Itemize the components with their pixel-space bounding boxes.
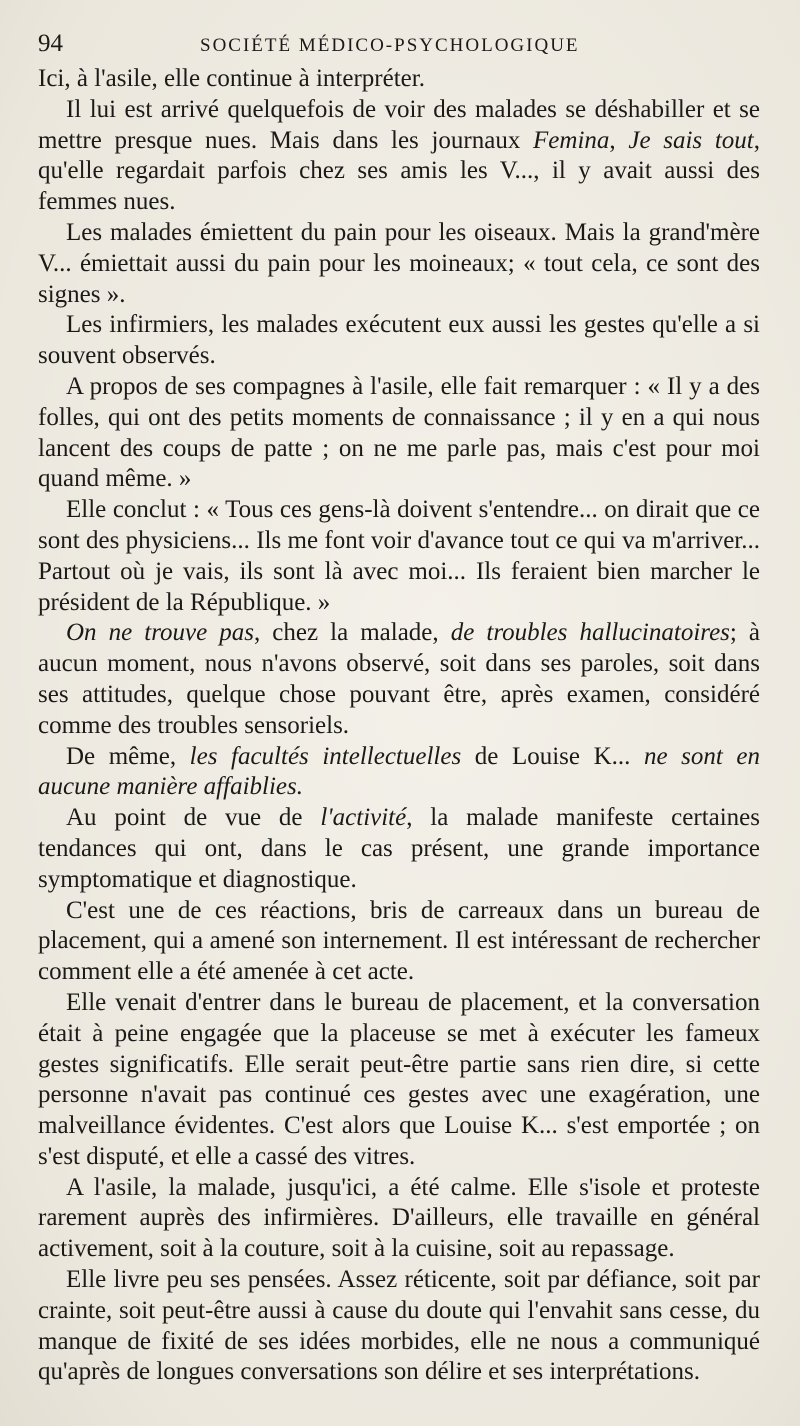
text-run: C'est une de ces réactions, bris de carreaux dans un bureau de placement, qui a amené son internement. Il est intéressant de rechercher comment elle a été amenée à cet acte. [38,896,760,986]
text-run: , chez la malade, [253,619,451,647]
text-run: , [609,126,629,154]
paragraph [38,372,760,495]
text-run: Les infirmiers, les malades exécutent eux aussi les gestes qu'elle a si souvent observés. [38,311,760,370]
paragraph [38,896,760,988]
page-number: 94 [38,30,63,57]
text-run: Les malades émiettent du pain pour les oiseaux. Mais la grand'mère V... émiettait aussi du pain pour les moineaux; « tout cela, ce sont des signes ». [38,218,760,308]
page-header [38,30,760,64]
text-run: de Louise K... [461,742,644,770]
text-run: ; à aucun moment, nous n'avons observé, soit dans ses paroles, soit dans ses attitudes, quelque chose pouvant être, après examen, considéré comme des troubles sensoriels. [38,619,761,739]
text-run: Ici, à l'asile, elle continue à interpréter. [38,65,425,92]
paragraph [38,495,760,618]
text-run: A propos de ses compagnes à l'asile, elle fait remarquer : « Il y a des folles, qui ont des petits moments de connaissance ; il y en a qui nous lancent des coups de patte ; on ne me parle pas, mais c'est pour moi quand même. » [38,372,760,493]
paragraph [38,1265,760,1388]
text-run: De même, [66,742,190,770]
paragraph [38,618,760,741]
text-run: Elle conclut : « Tous ces gens-là doivent s'entendre... on dirait que ce sont des physiciens... Ils me font voir d'avance tout ce qui va m'arriver... Partout où je vais, ils sont là avec moi... Ils feraient bien marcher le président de la République. » [38,496,760,616]
text-run: , la malade manifeste certaines tendances qui ont, dans le cas présent, une grande importance symptomatique et diagnostique. [38,804,761,893]
paragraph [38,95,760,218]
text-run: , qu'elle regardait parfois chez ses amis les V..., il y avait aussi des femmes nues. [38,126,760,216]
italic-text: On ne trouve pas [66,619,254,647]
text-run: Elle venait d'entrer dans le bureau de placement, et la conversation était à peine engagée que la placeuse se met à exécuter les fameux gestes significatifs. Elle serait peut-être partie sans rien dire, si cette personne n'avait pas continué ces gestes avec une exagération, une malveillance évidentes. C'est alors que Louise K... s'est emportée ; on s'est disputé, et elle a cassé des vitres. [38,988,760,1170]
text-run: A l'asile, la malade, jusqu'ici, a été calme. Elle s'isole et proteste rarement auprès des infirmières. D'ailleurs, elle travaille en général activement, soit à la couture, soit à la cuisine, soit au repassage. [38,1173,760,1263]
italic-text: de troubles hallucinatoires [450,619,730,647]
text-run: Elle livre peu ses pensées. Assez réticente, soit par défiance, soit par crainte, soit peut-être aussi à cause du doute qui l'envahit sans cesse, du manque de fixité de ses idées morbides, elle ne nous a communiqué qu'après de longues conversations son délire et ses interprétations. [38,1266,760,1386]
italic-text: les facultés intellectuelles [189,742,462,770]
running-title: SOCIÉTÉ MÉDICO-PSYCHOLOGIQUE [200,35,580,56]
text-run: Au point de vue de [66,804,321,832]
paragraph [38,310,760,372]
paragraph [38,218,760,310]
paragraph [38,803,760,895]
paragraph [38,988,760,1173]
italic-text: Femina [533,126,610,154]
paragraph [38,1173,760,1265]
italic-text: ne sont en aucune manière affaiblies. [38,742,760,801]
italic-text: Je sais tout [628,126,754,154]
body-text [38,64,760,1388]
italic-text: l'activité [320,804,407,832]
paragraph [38,64,760,95]
paragraph [38,742,760,804]
text-run: Il lui est arrivé quelquefois de voir des malades se déshabiller et se mettre presque nues. Mais dans les journaux [38,95,760,154]
